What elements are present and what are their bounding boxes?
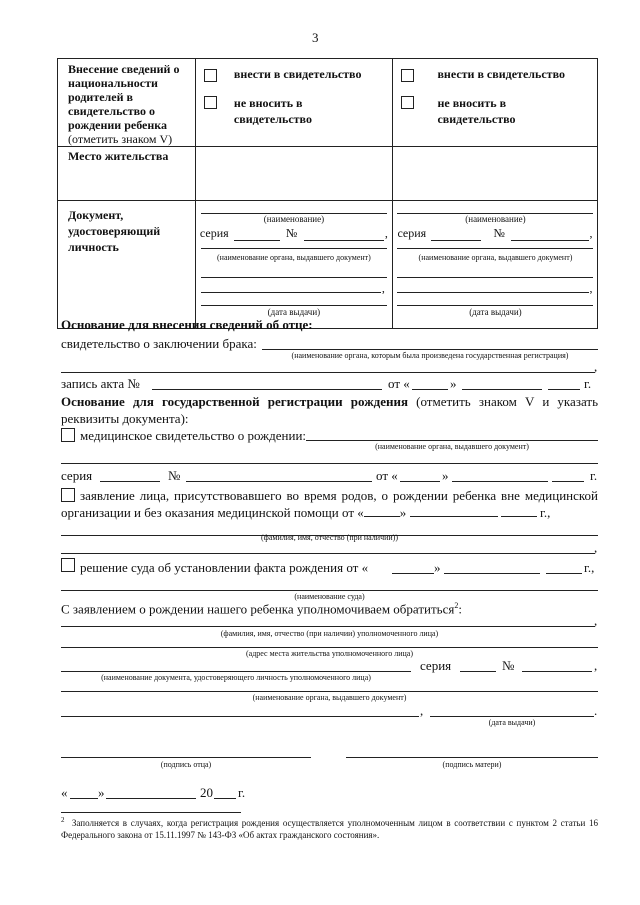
father-exclude-checkbox[interactable] [204, 96, 217, 109]
act-record-number-field[interactable] [152, 389, 382, 390]
footnote-separator [61, 812, 241, 813]
authorized-issuer-field-2[interactable] [61, 716, 419, 717]
father-series-label: серия [199, 226, 229, 240]
authorized-address-field[interactable] [61, 647, 598, 648]
id-doc-label: Документ, удостоверяющий личность [68, 208, 161, 254]
statement-label: заявление лица, присутствовавшего во время родов, о рождении ребенка вне медицинской организации и без оказания медицинской помощи от « » г., [61, 488, 598, 520]
mother-issuer-caption: (наименование органа, выдавшего документ) [418, 253, 573, 262]
court-year-field[interactable] [546, 573, 582, 574]
statement-fio-caption: (фамилия, имя, отчество (при наличии)) [261, 533, 398, 542]
court-day-field[interactable] [392, 573, 434, 574]
parents-info-table [57, 58, 598, 329]
authorized-doc-field[interactable] [61, 671, 411, 672]
med-cert-issuer-caption: (наименование органа, выдавшего документ) [375, 442, 529, 451]
father-id-doc-cell: (наименование) серия № , (наименование органа, выдавшего документ) , (дата выдачи) [195, 201, 393, 329]
med-cert-day-field[interactable] [400, 481, 440, 482]
mother-date-caption: (дата выдачи) [469, 307, 522, 317]
court-checkbox[interactable] [61, 558, 75, 572]
mother-num-label: № [493, 226, 505, 240]
page-number: 3 [312, 30, 319, 45]
authorized-num-field[interactable] [522, 671, 592, 672]
mother-signature-field[interactable] [346, 757, 598, 758]
med-cert-month-field[interactable] [452, 481, 548, 482]
nationality-label: Внесение сведений о национальности родителей в свидетельство о рождении ребенка [68, 62, 180, 132]
father-series-field[interactable] [234, 240, 280, 241]
authorized-fio-field[interactable] [61, 626, 595, 627]
marriage-caption: (наименование органа, которым была произведена государственная регистрация) [291, 351, 569, 360]
mother-exclude-label: не вносить в свидетельство [437, 96, 516, 126]
court-month-field[interactable] [444, 573, 540, 574]
mother-include-label: внести в свидетельство [437, 67, 565, 81]
mother-residence-cell[interactable] [393, 147, 598, 201]
act-record-day-field[interactable] [412, 389, 448, 390]
marriage-registry-field[interactable] [262, 349, 598, 350]
med-cert-year-field[interactable] [552, 481, 584, 482]
mother-id-doc-cell: (наименование) серия № , (наименование органа, выдавшего документ) , (дата выдачи) [393, 201, 598, 329]
father-residence-cell[interactable] [195, 147, 393, 201]
father-signature-field[interactable] [61, 757, 311, 758]
id-doc-label-cell [58, 201, 196, 329]
father-basis-heading: Основание для внесения сведений об отце: [61, 317, 313, 332]
med-cert-series-field[interactable] [100, 481, 160, 482]
father-include-label: внести в свидетельство [233, 67, 362, 81]
authorized-series-label: серия [420, 658, 452, 673]
act-record-month-field[interactable] [462, 389, 542, 390]
father-date-caption: (дата выдачи) [267, 307, 321, 317]
sign-year-field[interactable] [214, 798, 236, 799]
authorized-doc-caption: (наименование документа, удостоверяющего личность уполномоченного лица) [101, 673, 371, 682]
authorized-address-caption: (адрес места жительства уполномоченного лица) [246, 649, 413, 658]
father-num-field[interactable] [304, 240, 384, 241]
act-record-label: запись акта № [61, 376, 140, 391]
sign-month-field[interactable] [106, 798, 196, 799]
statement-fio-field-2[interactable] [61, 553, 595, 554]
med-cert-checkbox[interactable] [61, 428, 75, 442]
mother-num-field[interactable] [511, 240, 589, 241]
father-issue-date-field[interactable] [201, 305, 387, 306]
sign-day-field[interactable] [70, 798, 98, 799]
father-doc-name-caption: (наименование) [263, 214, 325, 224]
father-exclude-label: не вносить в свидетельство [233, 96, 312, 126]
court-label: решение суда об установлении факта рождения от « [80, 560, 369, 575]
marriage-registry-field-2[interactable] [61, 372, 595, 373]
authorized-issuer-caption: (наименование органа, выдавшего документ) [252, 693, 407, 702]
mother-series-field[interactable] [431, 240, 481, 241]
med-cert-num-label: № [168, 468, 181, 483]
med-cert-label: медицинское свидетельство о рождении: [80, 428, 307, 443]
father-issuer-caption: (наименование органа, выдавшего документ) [217, 253, 371, 262]
med-cert-issuer-field-2[interactable] [61, 463, 598, 464]
court-caption: (наименование суда) [294, 592, 365, 601]
father-signature-caption: (подпись отца) [160, 760, 212, 769]
med-cert-num-field[interactable] [186, 481, 372, 482]
med-cert-issuer-field[interactable] [306, 440, 598, 441]
authorized-date-caption: (дата выдачи) [488, 718, 536, 727]
authorized-issuer-field[interactable] [61, 691, 598, 692]
authorized-issue-date-field[interactable] [430, 716, 594, 717]
authorize-text: С заявлением о рождении нашего ребенка уполномочиваем обратиться$^2$: [61, 601, 462, 617]
birth-basis-heading: Основание для государственной регистрации рождения (отметить знаком V и указать реквизиты документа): [61, 394, 598, 426]
father-include-checkbox[interactable] [204, 69, 217, 82]
father-nationality-cell [195, 59, 393, 147]
mother-series-label: серия [397, 226, 427, 240]
court-name-field[interactable] [61, 590, 598, 591]
footnote: $^2$ Заполняется в случаях, когда регистрация рождения осуществляется уполномоченным лицом в соответствии с пунктом 2 статьи 16 Федерального закона от 15.11.1997 № 143-ФЗ «Об актах гражданского состояния». [61, 816, 599, 840]
mother-nationality-cell [393, 59, 598, 147]
mother-doc-name-caption: (наименование) [465, 214, 526, 224]
marriage-cert-label: свидетельство о заключении брака: [61, 336, 257, 351]
nationality-note: (отметить знаком V) [68, 132, 173, 146]
authorized-num-label: № [502, 658, 515, 673]
act-record-year-field[interactable] [548, 389, 580, 390]
mother-include-checkbox[interactable] [401, 69, 414, 82]
mother-exclude-checkbox[interactable] [401, 96, 414, 109]
residence-label-cell [58, 147, 196, 201]
med-cert-series-label: серия [61, 468, 93, 483]
authorized-series-field[interactable] [460, 671, 496, 672]
mother-signature-caption: (подпись матери) [442, 760, 502, 769]
residence-label: Место жительства [68, 149, 169, 163]
nationality-label-cell [58, 59, 196, 147]
father-num-label: № [285, 226, 298, 240]
authorized-fio-caption: (фамилия, имя, отчество (при наличии) уполномоченного лица) [220, 629, 439, 638]
mother-issue-date-field[interactable] [397, 305, 593, 306]
